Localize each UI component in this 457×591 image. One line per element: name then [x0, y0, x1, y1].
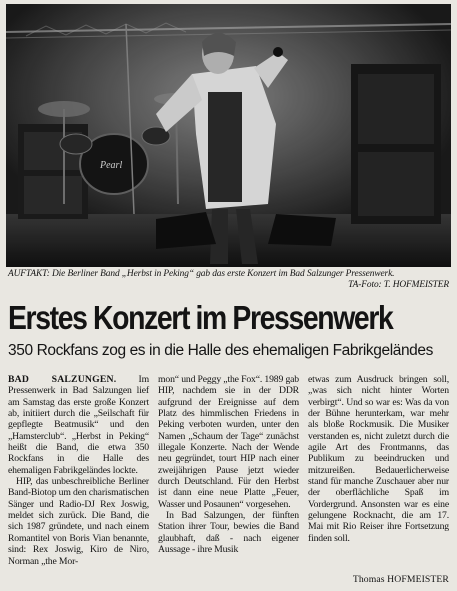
paragraph: mon“ und Peggy „the Fox“. 1989 gab HIP, nachdem sie in der DDR aufgrund der Ereignisse auf dem Platz des himmlischen Friedens in Peking verboten wurden, unter den Namen „Schaum der Tage“ zunächst illegale Konzerte. Nach der Wende neu gegründet, tourt HIP nach einer zweijährigen Pause jetzt wieder durch Deutschland. Für den Herbst ist dann eine neue Platte „Feuer, Wasser und Posaunen“ vorgesehen. [158, 374, 299, 510]
concert-photo [6, 4, 451, 267]
paragraph: In Bad Salzungen, der fünften Station ihrer Tour, bewies die Band glaubhaft, daß - nach eigener Aussage - ihre Musik [158, 510, 299, 556]
subheadline: 350 Rockfans zog es in die Halle des ehemaligen Fabrikgeländes [8, 342, 433, 359]
drum-brand-logo: Pearl [100, 160, 123, 171]
headline: Erstes Konzert im Pressenwerk [8, 299, 393, 336]
article-column-2 [158, 374, 299, 588]
article-body [8, 374, 449, 588]
paragraph: HIP, das unbeschreibliche Berliner Band-Biotop um den charismatischen Sänger und Radio-DJ Rex Joswig, meldet sich zurück. Die Band, die sich 1987 gründete, und nach einem Romantitel von Boris Vian benannte, sind: Rex Joswig, Kiro de Niro, Norman „the Mor- [8, 476, 149, 567]
paragraph-text: Im Pressenwerk in Bad Salzungen lief am Samstag das erste große Konzert ab, initiiert durch die „Seilschaft für gepflegte Beatmusik“ und den „Hamsterclub“. „Herbst in Peking“ heißt die Band, die etwa 350 Rockfans in die Halle des ehemaligen Fabrikgeländes lockte. [8, 374, 149, 476]
caption-text: Die Berliner Band „Herbst in Peking“ gab das erste Konzert im Bad Salzunger Pressenwerk. [52, 269, 395, 279]
article-column-1 [8, 374, 149, 588]
photo-credit: TA-Foto: T. HOFMEISTER [348, 280, 449, 290]
photo-caption [8, 269, 449, 291]
paragraph [8, 374, 149, 476]
paragraph: etwas zum Ausdruck bringen soll, „was sich nicht hinter Worten verbirgt“. Und so war es: Was da von der Bühne herunterkam, war mehr als bloße Rockmusik. Die Musiker verstanden es, nicht zuletzt durch die agile Art des Frontmanns, das Publikum zu beeindrucken und mitzureißen. Bedauerlicherweise stand für manche Zuschauer aber nur der oberflächliche Spaß im Vordergrund. Ansonsten war es eine gelungene Rocknacht, die am 17. Mai mit Rio Reiser ihre Fortsetzung finden soll. [308, 374, 449, 544]
author-byline: Thomas HOFMEISTER [352, 574, 449, 585]
concert-photo-graphic [6, 4, 451, 267]
caption-lead: AUFTAKT: [8, 269, 50, 279]
article-column-3 [308, 374, 449, 588]
dateline: BAD SALZUNGEN. [8, 374, 117, 385]
